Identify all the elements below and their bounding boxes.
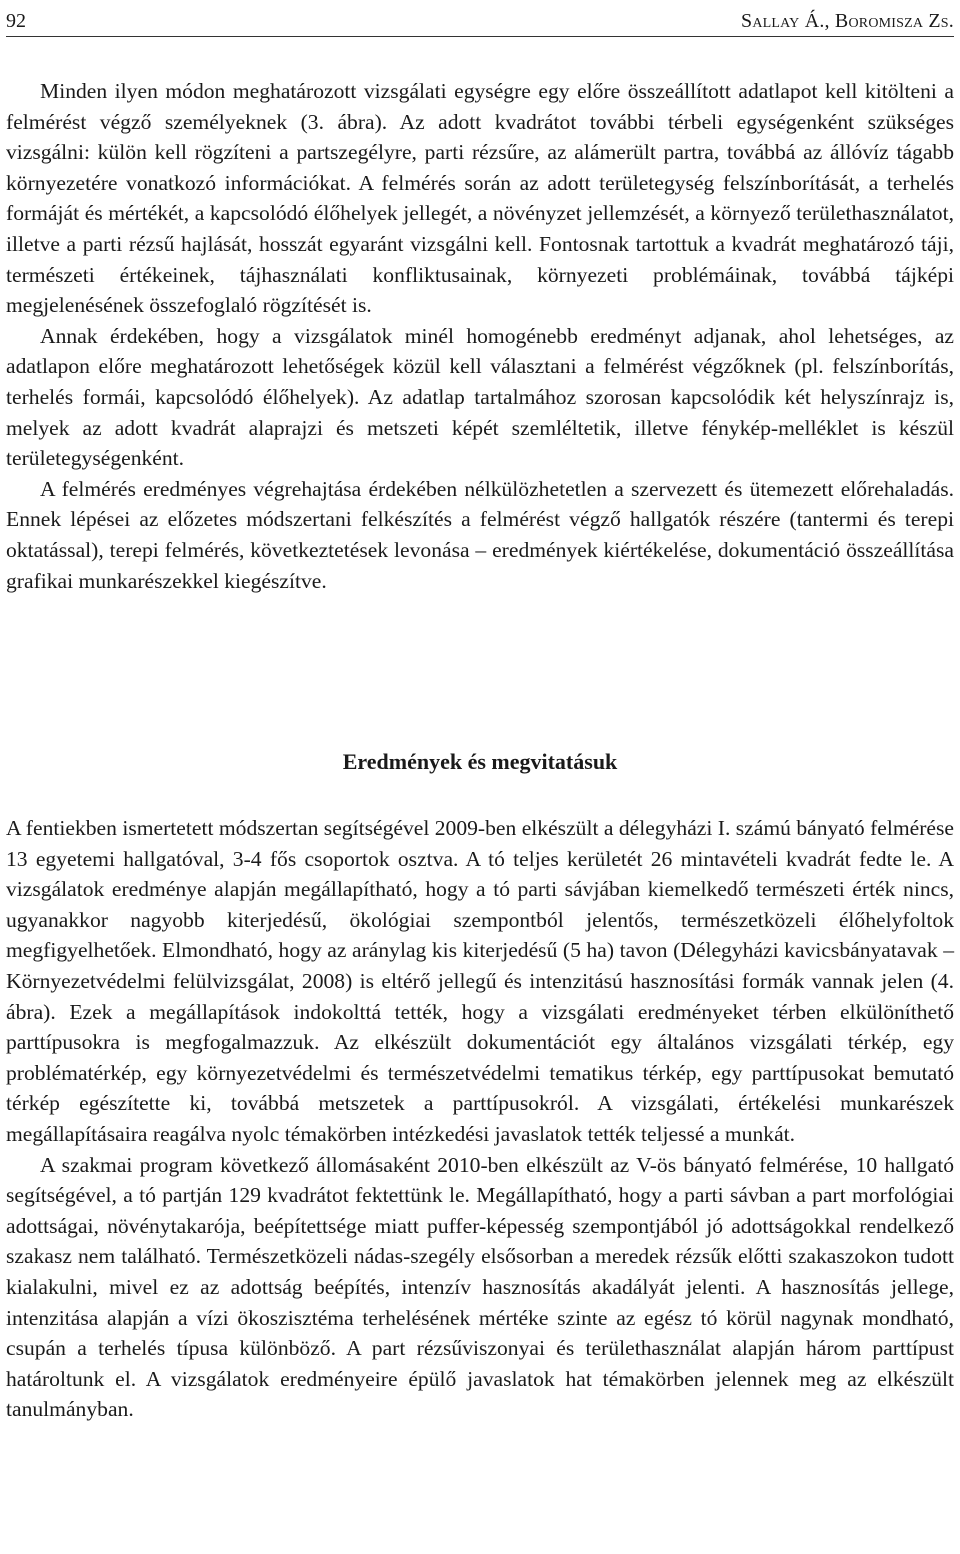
intro-text-block (6, 76, 954, 596)
paragraph: Annak érdekében, hogy a vizsgálatok minél homogénebb eredményt adjanak, ahol lehetséges, az adatlapon előre meghatározott lehetőségek közül kell választani a felmérést végzőknek (pl. felszínborítás, terhelés formái, kapcsolódó élőhelyek). Az adatlap tartalmához szorosan kapcsolódik két helyszínrajz is, melyek az adott kvadrát alaprajzi és metszeti képét szemléltetik, illetve fénykép-melléklet is készül területegységenként. (6, 323, 954, 471)
paragraph: Minden ilyen módon meghatározott vizsgálati egységre egy előre összeállított adatlapot kell kitölteni a felmérést végző személyeknek (3. ábra). Az adott kvadrátot további térbeli egységenként szükséges vizsgálni: külön kell rögzíteni a partszegélyre, parti rézsűre, az alámerült partra, továbbá az állóvíz tágabb környezetére vonatkozó információkat. A felmérés során az adott területegység felszínborítását, a terhelés formáját és mértékét, a kapcsolódó élőhelyek jellegét, a növényzet jellemzését, a környező területhasználatot, illetve a parti rézsű hajlását, hosszát egyaránt vizsgálni kell. Fontosnak tartottuk a kvadrát meghatározó táji, természeti értékeinek, tájhasználati konfliktusainak, környezeti problémáinak, továbbá tájképi megjelenésének összefoglaló rögzítését is. (6, 79, 954, 318)
running-head-authors: Sallay Á., Boromisza Zs. (741, 10, 954, 32)
paragraph: A felmérés eredményes végrehajtása érdekében nélkülözhetetlen a szervezett és ütemezett előrehaladás. Ennek lépései az előzetes módszertani felkészítés a felmérést végző hallgatók részére (tantermi és terepi oktatással), terepi felmérés, következtetések levonása – eredmények kiértékelése, dokumentáció összeállítása grafikai munkarészekkel kiegészítve. (6, 476, 954, 593)
page-number: 92 (6, 10, 26, 32)
paragraph: A fentiekben ismertetett módszertan segítségével 2009-ben elkészült a délegyházi I. számú bányató felmérése 13 egyetemi hallgatóval, 3-4 fős csoportok osztva. A tó teljes kerületét 26 mintavételi kvadrát fedte le. A vizsgálatok eredménye alapján megállapítható, hogy a tó parti sávjában kiemelkedő természeti érték nincs, ugyanakkor nagyobb kiterjedésű, ökológiai szempontból jelentős, természetközeli élőhelyfoltok megfigyelhetőek. Elmondható, hogy az aránylag kis kiterjedésű (5 ha) tavon (Délegyházi kavicsbányatavak – Környezetvédelmi felülvizsgálat, 2008) is eltérő jellegű és intenzitású hasznosítási formák vannak jelen (4. ábra). Ezek a megállapítások indokolttá tették, hogy a vizsgálati eredményeket térben elkülöníthető parttípusokra is megfogalmazzuk. Az elkészült dokumentációt egy általános vizsgálati térkép, egy problématérkép, egy környezetvédelmi és természetvédelmi tematikus térkép, egy parttípusokat bemutató térkép egészítette ki, továbbá metszetek a parttípusokról. A vizsgálati, értékelési munkarészek megállapításaira reagálva nyolc témakörben intézkedési javaslatok tették teljessé a munkát. (6, 816, 954, 1146)
running-head (6, 6, 954, 37)
paragraph: A szakmai program következő állomásaként 2010-ben elkészült az V-ös bányató felmérése, 10 hallgató segítségével, a tó partján 129 kvadrátot fektettünk le. Megállapítható, hogy a parti sávban a part morfológiai adottságai, növénytakarója, beépítettsége miatt puffer-képesség szempontjából jó adottságokkal rendelkező szakasz nem található. Természetközeli nádas-szegély elsősorban a meredek rézsűk előtti szakaszokon tudott kialakulni, mivel ez az adottság beépítés, intenzív hasznosítás akadályát jelenti. A hasznosítás jellege, intenzitása alapján a vízi ökoszisztéma terhelésének mértéke szinte az egész tó körül nagynak mondható, csupán a terhelés típusa különböző. A part rézsűviszonyai és területhasználat alapján három parttípust határoltunk el. A vizsgálatok eredményeire épülő javaslatok hat témakörben jelennek meg az elkészült tanulmányban. (6, 1152, 954, 1422)
results-text-block (6, 813, 954, 1425)
section-heading: Eredmények és megvitatásuk (342, 749, 618, 774)
